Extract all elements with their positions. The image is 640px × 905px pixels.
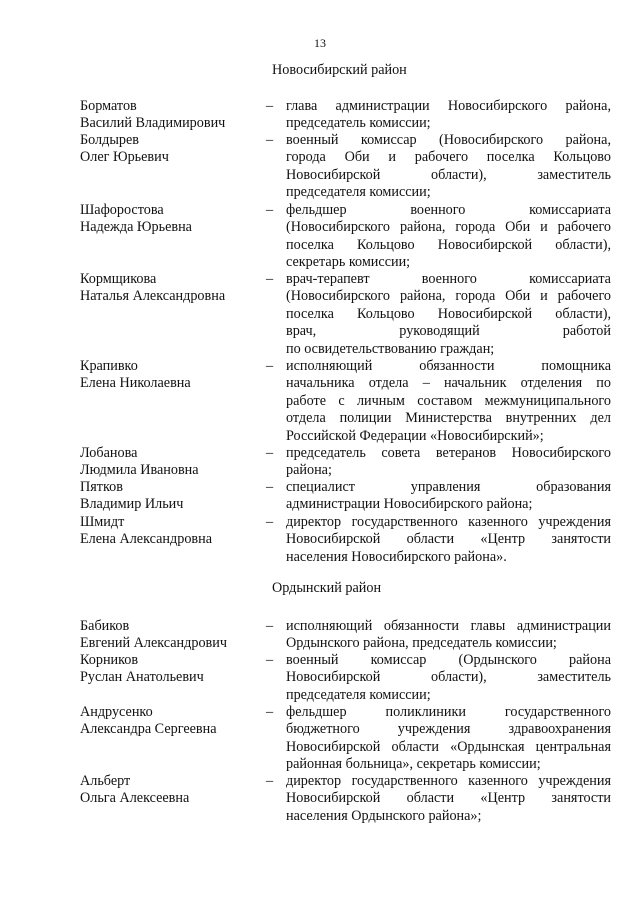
member-role	[286, 652, 611, 704]
role-line: врач-терапевт военного комиссариата	[286, 271, 611, 287]
member-name	[80, 773, 260, 808]
dash-separator: –	[266, 358, 274, 374]
member-surname: Шмидт	[80, 514, 125, 530]
member-surname: Андрусенко	[80, 704, 153, 720]
role-line: (Новосибирского района, города Оби и рабочего	[286, 288, 611, 305]
member-surname: Кормщикова	[80, 271, 157, 287]
member-role	[286, 445, 611, 480]
dash-separator: –	[266, 618, 274, 634]
member-role	[286, 202, 611, 272]
role-line: фельдшер поликлиники государственного	[286, 704, 611, 720]
member-name	[80, 271, 260, 306]
member-role	[286, 98, 611, 133]
role-line: Новосибирской области «Ордынская центральная	[286, 738, 611, 755]
role-line: начальника отдела – начальник отделения по	[286, 375, 611, 392]
member-role	[286, 132, 611, 202]
member-given-names: Наталья Александровна	[80, 288, 226, 305]
role-line: секретарь комиссии;	[286, 254, 411, 271]
member-surname: Шафоростова	[80, 202, 164, 218]
section-title: Новосибирский район	[272, 62, 407, 78]
role-line: бюджетного учреждения здравоохранения	[286, 721, 611, 738]
member-role	[286, 358, 611, 445]
role-line: районная больница», секретарь комиссии;	[286, 756, 541, 773]
role-line: председатель совета ветеранов Новосибирского	[286, 445, 611, 461]
role-line: глава администрации Новосибирского района,	[286, 98, 611, 114]
section-title: Ордынский район	[272, 580, 382, 596]
role-line: по освидетельствованию граждан;	[286, 340, 495, 357]
dash-separator: –	[266, 479, 274, 495]
member-name	[80, 704, 260, 739]
member-name	[80, 132, 260, 167]
member-name	[80, 98, 260, 133]
dash-separator: –	[266, 202, 274, 218]
member-given-names: Людмила Ивановна	[80, 462, 199, 479]
member-role	[286, 514, 611, 566]
role-line: врач, руководящий работой	[286, 323, 611, 340]
member-role	[286, 479, 611, 514]
member-surname: Борматов	[80, 98, 137, 114]
role-line: Российской Федерации «Новосибирский»;	[286, 427, 544, 444]
role-line: администрации Новосибирского района;	[286, 496, 533, 513]
member-surname: Альберт	[80, 773, 131, 789]
role-line: военный комиссар (Ордынского района	[286, 652, 611, 668]
member-surname: Бабиков	[80, 618, 130, 634]
member-given-names: Василий Владимирович	[80, 115, 226, 132]
member-given-names: Александра Сергеевна	[80, 721, 217, 738]
role-line: специалист управления образования	[286, 479, 611, 495]
dash-separator: –	[266, 271, 274, 287]
member-surname: Болдырев	[80, 132, 139, 148]
dash-separator: –	[266, 445, 274, 461]
member-name	[80, 202, 260, 237]
role-line: Ордынского района, председатель комиссии;	[286, 635, 557, 652]
member-given-names: Евгений Александрович	[80, 635, 227, 652]
member-given-names: Елена Александровна	[80, 531, 212, 548]
role-line: военный комиссар (Новосибирского района,	[286, 132, 611, 148]
dash-separator: –	[266, 773, 274, 789]
member-given-names: Руслан Анатольевич	[80, 669, 204, 686]
member-given-names: Елена Николаевна	[80, 375, 191, 392]
member-surname: Лобанова	[80, 445, 138, 461]
dash-separator: –	[266, 98, 274, 114]
member-name	[80, 445, 260, 480]
dash-separator: –	[266, 514, 274, 530]
role-line: директор государственного казенного учреждения	[286, 773, 611, 789]
member-name	[80, 479, 260, 514]
role-line: Новосибирской области «Центр занятости	[286, 531, 611, 548]
member-name	[80, 652, 260, 687]
dash-separator: –	[266, 132, 274, 148]
member-role	[286, 773, 611, 825]
dash-separator: –	[266, 652, 274, 668]
member-role	[286, 704, 611, 774]
member-surname: Крапивко	[80, 358, 138, 374]
role-line: населения Ордынского района»;	[286, 807, 482, 824]
role-line: председатель комиссии;	[286, 115, 431, 132]
role-line: поселка Кольцово Новосибирской области),	[286, 305, 611, 322]
member-name	[80, 514, 260, 549]
role-line: председателя комиссии;	[286, 184, 431, 201]
member-given-names: Владимир Ильич	[80, 496, 184, 513]
member-name	[80, 358, 260, 393]
member-surname: Пятков	[80, 479, 123, 495]
role-line: исполняющий обязанности главы администрации	[286, 618, 611, 634]
member-role	[286, 271, 611, 358]
role-line: председателя комиссии;	[286, 686, 431, 703]
role-line: фельдшер военного комиссариата	[286, 202, 611, 218]
member-given-names: Ольга Алексеевна	[80, 790, 190, 807]
member-surname: Корников	[80, 652, 139, 668]
member-name	[80, 618, 260, 653]
member-given-names: Надежда Юрьевна	[80, 219, 192, 236]
role-line: района;	[286, 462, 332, 479]
role-line: Новосибирской области), заместитель	[286, 669, 611, 686]
role-line: (Новосибирского района, города Оби и рабочего	[286, 219, 611, 236]
role-line: работе с личным составом межмуниципального	[286, 392, 611, 409]
role-line: города Оби и рабочего поселка Кольцово	[286, 149, 611, 166]
role-line: Новосибирской области «Центр занятости	[286, 790, 611, 807]
role-line: Новосибирской области), заместитель	[286, 166, 611, 183]
role-line: отдела полиции Министерства внутренних дел	[286, 410, 611, 427]
page-number: 13	[314, 36, 326, 50]
role-line: населения Новосибирского района».	[286, 548, 507, 565]
role-line: директор государственного казенного учреждения	[286, 514, 611, 530]
role-line: поселка Кольцово Новосибирской области),	[286, 236, 611, 253]
role-line: исполняющий обязанности помощника	[286, 358, 611, 374]
member-given-names: Олег Юрьевич	[80, 149, 169, 166]
dash-separator: –	[266, 704, 274, 720]
member-role	[286, 618, 611, 653]
